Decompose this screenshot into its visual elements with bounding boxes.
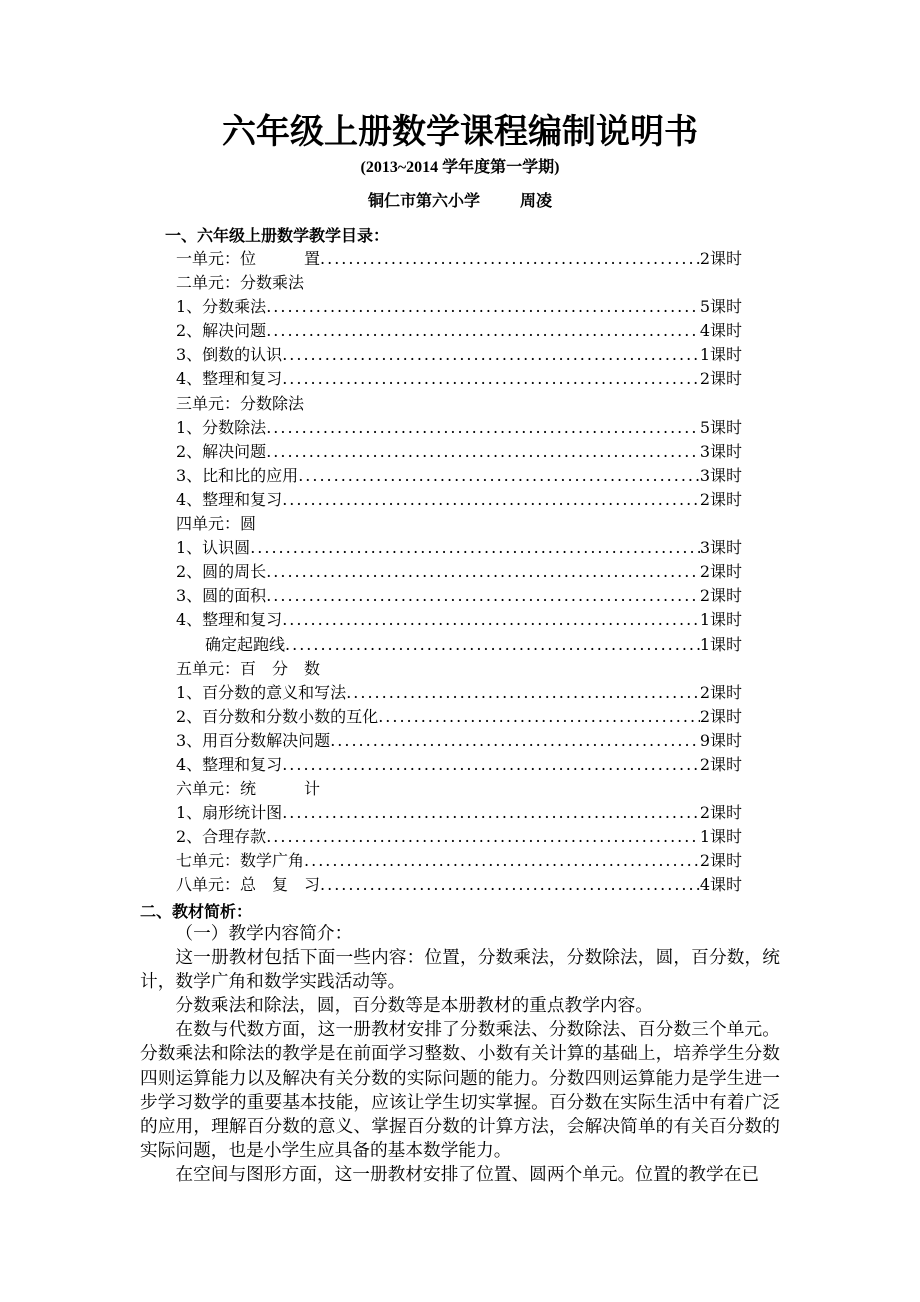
toc-label: 4、整理和复习 bbox=[176, 754, 283, 774]
document-subtitle: (2013~2014 学年度第一学期) bbox=[360, 159, 560, 176]
toc-label: 4、整理和复习 bbox=[176, 610, 283, 630]
toc-label: 八单元：总 复 习 bbox=[176, 875, 321, 895]
toc-row bbox=[176, 584, 742, 608]
toc-hours: 1课时 bbox=[699, 634, 742, 654]
toc-row bbox=[176, 729, 742, 753]
toc-hours: 2课时 bbox=[699, 586, 742, 606]
paragraph: 这一册教材包括下面一些内容：位置，分数乘法，分数除法，圆，百分数，统计，数学广角和数学实践活动等。 bbox=[140, 948, 780, 993]
toc-unit-heading bbox=[176, 271, 742, 295]
dot-leader bbox=[346, 681, 700, 705]
toc-hours: 2课时 bbox=[699, 249, 742, 268]
toc-label: 四单元：圆 bbox=[176, 514, 257, 534]
toc-row bbox=[176, 705, 742, 729]
toc-hours: 1课时 bbox=[699, 610, 742, 630]
toc-unit-heading bbox=[176, 657, 742, 681]
section2-heading: 二、教材简析： bbox=[140, 902, 253, 921]
toc-label: 4、整理和复习 bbox=[176, 489, 283, 509]
toc-row bbox=[176, 464, 742, 488]
dot-leader bbox=[282, 608, 700, 632]
dot-leader bbox=[266, 416, 700, 440]
toc-label: 1、认识圆 bbox=[176, 538, 251, 558]
toc-label: 1、分数除法 bbox=[176, 417, 267, 437]
dot-leader bbox=[282, 801, 700, 825]
toc-row bbox=[176, 488, 742, 512]
toc-label: 2、解决问题 bbox=[176, 321, 267, 341]
toc-row bbox=[176, 367, 742, 391]
toc-list bbox=[176, 247, 742, 898]
toc-row bbox=[176, 801, 742, 825]
toc-row bbox=[176, 247, 742, 271]
dot-leader bbox=[285, 633, 700, 657]
toc-hours: 2课时 bbox=[699, 682, 742, 702]
dot-leader bbox=[250, 536, 700, 560]
toc-row bbox=[176, 849, 742, 873]
toc-label: 五单元：百 分 数 bbox=[176, 658, 321, 678]
toc-row bbox=[176, 681, 742, 705]
toc-row bbox=[176, 633, 742, 657]
toc-hours: 2课时 bbox=[699, 562, 742, 582]
dot-leader bbox=[266, 319, 700, 343]
toc-label: 三单元：分数除法 bbox=[176, 393, 305, 413]
dot-leader bbox=[298, 464, 700, 488]
toc-label: 1、扇形统计图 bbox=[176, 803, 283, 823]
toc-label: 3、圆的面积 bbox=[176, 586, 267, 606]
author-line bbox=[0, 188, 920, 211]
toc-label: 七单元：数学广角 bbox=[176, 851, 305, 871]
toc-hours: 5课时 bbox=[699, 297, 742, 317]
toc-label: 4、整理和复习 bbox=[176, 369, 283, 389]
author-school: 铜仁市第六小学 bbox=[367, 191, 480, 210]
subheading: （一）教学内容简介： bbox=[175, 924, 353, 944]
toc-hours: 4课时 bbox=[699, 875, 742, 895]
author-name: 周凌 bbox=[520, 191, 553, 210]
toc-hours: 2课时 bbox=[699, 754, 742, 774]
toc-hours: 2课时 bbox=[699, 851, 742, 871]
dot-leader bbox=[282, 753, 700, 777]
toc-row bbox=[176, 319, 742, 343]
paragraph: 分数乘法和除法，圆，百分数等是本册教材的重点教学内容。 bbox=[175, 996, 653, 1017]
paragraph: 在数与代数方面，这一册教材安排了分数乘法、分数除法、百分数三个单元。分数乘法和除法的教学是在前面学习整数、小数有关计算的基础上，培养学生分数四则运算能力以及解决有关分数的实际问题的能力。分数四则运算能力是学生进一步学习数学的重要基本技能，应该让学生切实掌握。百分数在实际生活中有着广泛的应用，理解百分数的意义、掌握百分数的计算方法，会解决简单的有关百分数的实际问题，也是小学生应具备的基本数学能力。 bbox=[140, 1020, 780, 1161]
toc-label: 3、用百分数解决问题 bbox=[176, 730, 331, 750]
dot-leader bbox=[282, 488, 700, 512]
toc-row bbox=[176, 440, 742, 464]
dot-leader bbox=[378, 705, 700, 729]
dot-leader bbox=[266, 560, 700, 584]
paragraph: 在空间与图形方面，这一册教材安排了位置、圆两个单元。位置的教学在已 bbox=[175, 1164, 760, 1185]
toc-row bbox=[176, 753, 742, 777]
toc-label: 确定起跑线 bbox=[205, 634, 286, 654]
toc-label: 2、合理存款 bbox=[176, 827, 267, 847]
dot-leader bbox=[320, 247, 700, 271]
dot-leader bbox=[266, 584, 700, 608]
toc-hours: 2课时 bbox=[699, 706, 742, 726]
dot-leader bbox=[282, 343, 700, 367]
section1-heading: 一、六年级上册数学教学目录： bbox=[165, 226, 390, 245]
toc-label: 2、解决问题 bbox=[176, 441, 267, 461]
dot-leader bbox=[266, 295, 700, 319]
toc-label: 一单元：位 置 bbox=[176, 249, 321, 268]
section2-body bbox=[140, 922, 780, 1187]
toc-unit-heading bbox=[176, 777, 742, 801]
toc-label: 1、百分数的意义和写法 bbox=[176, 682, 347, 702]
dot-leader bbox=[320, 873, 700, 897]
toc-hours: 2课时 bbox=[699, 369, 742, 389]
toc-unit-heading bbox=[176, 392, 742, 416]
toc-hours: 2课时 bbox=[699, 489, 742, 509]
dot-leader bbox=[304, 849, 700, 873]
toc-hours: 1课时 bbox=[699, 345, 742, 365]
toc-label: 3、倒数的认识 bbox=[176, 345, 283, 365]
toc-row bbox=[176, 608, 742, 632]
toc-row bbox=[176, 825, 742, 849]
toc-hours: 2课时 bbox=[699, 803, 742, 823]
dot-leader bbox=[266, 825, 700, 849]
toc-unit-heading bbox=[176, 512, 742, 536]
toc-row bbox=[176, 295, 742, 319]
toc-row bbox=[176, 536, 742, 560]
toc-label: 六单元：统 计 bbox=[176, 779, 321, 799]
toc-hours: 5课时 bbox=[699, 417, 742, 437]
toc-label: 2、圆的周长 bbox=[176, 562, 267, 582]
toc-label: 二单元：分数乘法 bbox=[176, 273, 305, 293]
toc-row bbox=[176, 343, 742, 367]
dot-leader bbox=[282, 367, 700, 391]
toc-hours: 3课时 bbox=[699, 538, 742, 558]
toc-label: 1、分数乘法 bbox=[176, 297, 267, 317]
dot-leader bbox=[330, 729, 700, 753]
toc-hours: 4课时 bbox=[699, 321, 742, 341]
toc-row bbox=[176, 560, 742, 584]
toc-label: 2、百分数和分数小数的互化 bbox=[176, 706, 379, 726]
document-title: 六年级上册数学课程编制说明书 bbox=[222, 112, 698, 152]
toc-label: 3、比和比的应用 bbox=[176, 465, 299, 485]
toc-hours: 3课时 bbox=[699, 441, 742, 461]
toc-hours: 1课时 bbox=[699, 827, 742, 847]
toc-row bbox=[176, 873, 742, 897]
toc-hours: 3课时 bbox=[699, 465, 742, 485]
toc-row bbox=[176, 416, 742, 440]
dot-leader bbox=[266, 440, 700, 464]
toc-hours: 9课时 bbox=[699, 730, 742, 750]
